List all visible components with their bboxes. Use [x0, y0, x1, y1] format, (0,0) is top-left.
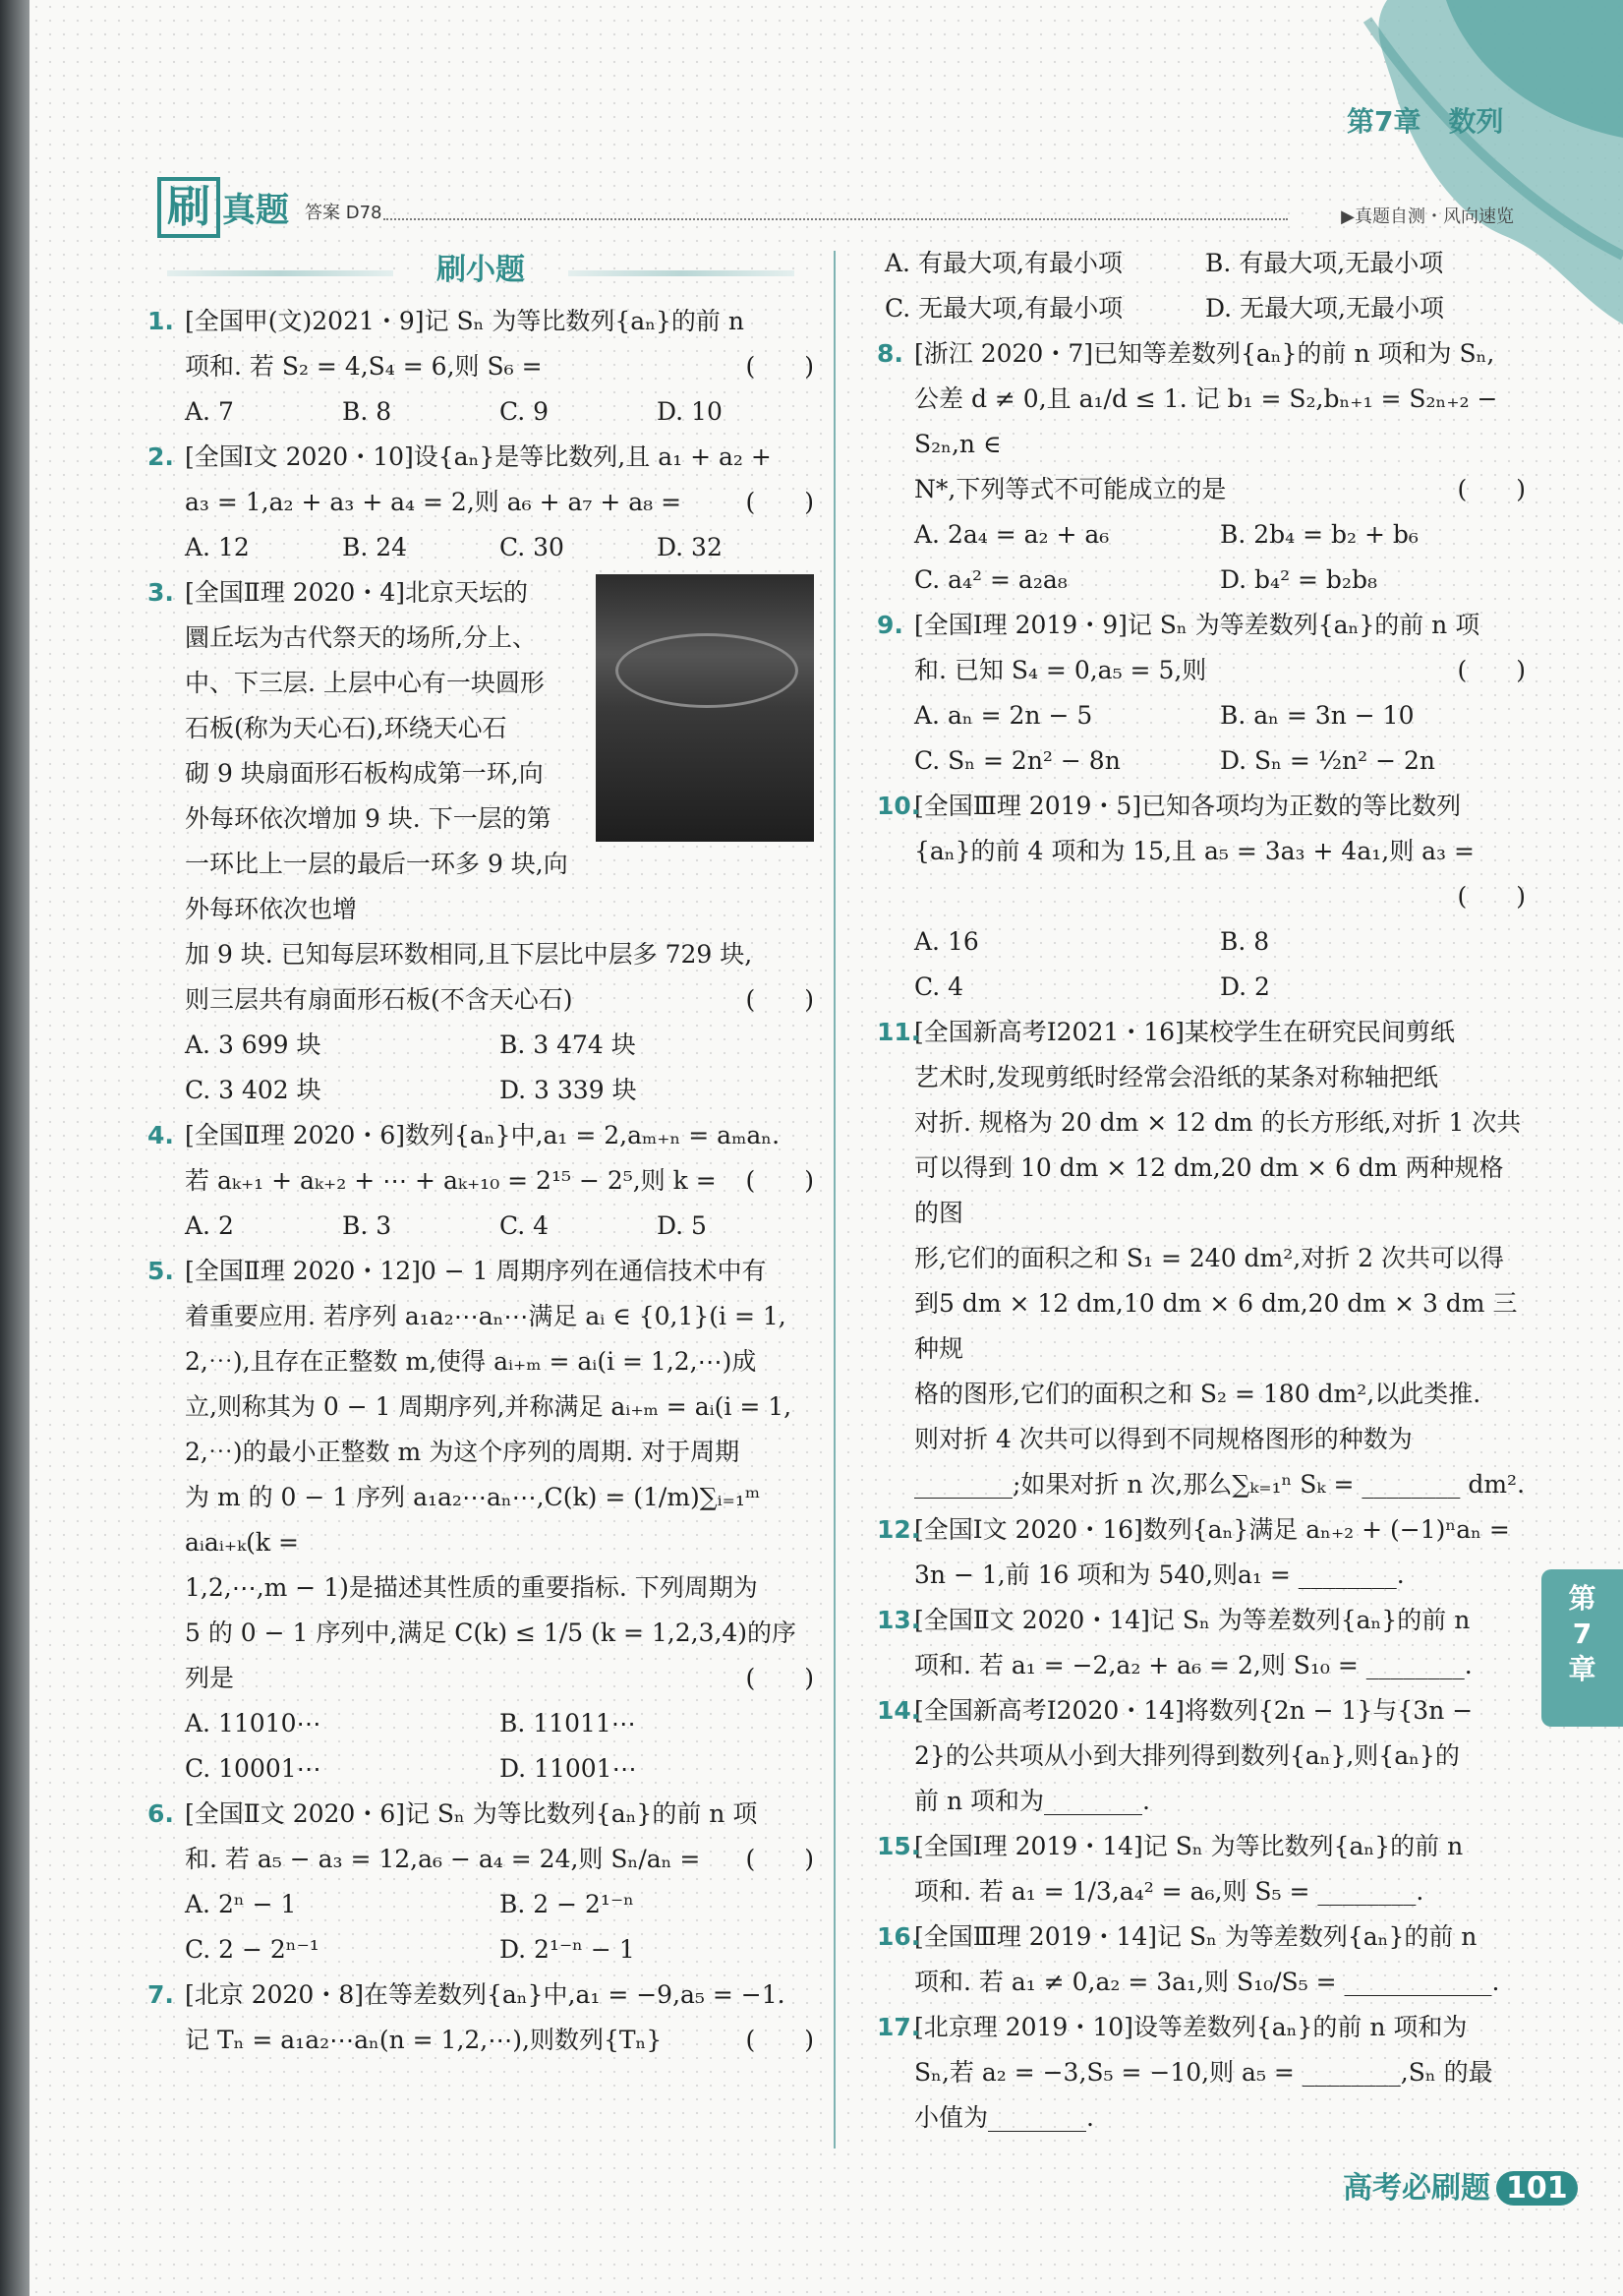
option-d: D. 10 [657, 397, 723, 426]
question-text: [全国新高考Ⅰ2021・16]某校学生在研究民间剪纸 [914, 1018, 1455, 1046]
option-b: B. 8 [342, 397, 392, 426]
question-3 [147, 570, 814, 1023]
question-number: 16. [877, 1922, 921, 1951]
option-d: D. 11001⋯ [499, 1754, 637, 1783]
brand-box: 刷 [157, 177, 220, 238]
option-a: A. 有最大项,有最小项 [885, 249, 1123, 277]
question-text: 外每环依次增加 9 块. 下一层的第 [185, 804, 551, 833]
question-text: 2,⋯),且存在正整数 m,使得 aᵢ₊ₘ = aᵢ(i = 1,2,⋯)成 [185, 1347, 757, 1376]
option-c: C. 4 [914, 972, 964, 1001]
question-text: 形,它们的面积之和 S₁ = 240 dm²,对折 2 次共可以得 [914, 1244, 1505, 1272]
answer-blank: ( ) [745, 1845, 814, 1873]
page-footer [1343, 2163, 1578, 2207]
question-text: [北京 2020・8]在等差数列{aₙ}中,a₁ = −9,a₅ = −1. [185, 1980, 785, 2009]
option-a: A. aₙ = 2n − 5 [914, 701, 1093, 730]
question-4 [147, 1113, 814, 1204]
question-number: 11. [877, 1018, 921, 1046]
question-text: [浙江 2020・7]已知等差数列{aₙ}的前 n 项和为 Sₙ, [914, 339, 1495, 368]
question-number: 9. [877, 611, 903, 639]
options [147, 525, 814, 570]
left-column [147, 246, 814, 2063]
question-text-line [185, 977, 814, 1023]
question-number: 6. [147, 1799, 174, 1828]
question-text: 圜丘坛为古代祭天的场所,分上、 [185, 623, 537, 652]
question-6 [147, 1792, 814, 1882]
question-text: [全国Ⅱ理 2020・6]数列{aₙ}中,a₁ = 2,aₘ₊ₙ = aₘaₙ. [185, 1121, 781, 1149]
question-text: [北京理 2019・10]设等差数列{aₙ}的前 n 项和为 [914, 2013, 1468, 2041]
question-text: [全国Ⅲ理 2019・14]记 Sₙ 为等差数列{aₙ}的前 n [914, 1922, 1478, 1951]
question-text: 则对折 4 次共可以得到不同规格图形的种数为 [914, 1425, 1413, 1453]
question-number: 14. [877, 1696, 921, 1725]
question-text: 3n − 1,前 16 项和为 540,则a₁ = ________. [914, 1560, 1405, 1589]
option-b: B. 8 [1220, 927, 1270, 956]
book-title: 高考必刷题 [1343, 2171, 1490, 2206]
text: 则三层共有扇面形石板(不含天心石) [185, 985, 573, 1014]
option-c: C. 30 [499, 533, 564, 561]
question-text: 格的图形,它们的面积之和 S₂ = 180 dm²,以此类推. [914, 1380, 1481, 1408]
question-text: 小值为________. [914, 2103, 1094, 2132]
question-text: [全国甲(文)2021・9]记 Sₙ 为等比数列{aₙ}的前 n [185, 307, 744, 335]
option-c: C. Sₙ = 2n² − 8n [914, 746, 1121, 775]
option-b: B. 3 [342, 1211, 392, 1240]
options [147, 1701, 814, 1792]
question-14 [877, 1688, 1526, 1824]
question-text: 石板(称为天心石),环绕天心石 [185, 714, 507, 742]
question-text: 艺术时,发现剪纸时经常会沿纸的某条对称轴把纸 [914, 1063, 1438, 1091]
option-a: A. 2ⁿ − 1 [185, 1890, 297, 1918]
option-d: D. Sₙ = ½n² − 2n [1220, 746, 1436, 775]
section-title: 刷小题 [147, 246, 814, 295]
question-text: 公差 d ≠ 0,且 a₁/d ≤ 1. 记 b₁ = S₂,bₙ₊₁ = S₂ₙ₊₂ − S₂ₙ,n ∈ [914, 384, 1498, 458]
text: 和. 若 a₅ − a₃ = 12,a₆ − a₄ = 24,则 Sₙ/aₙ = [185, 1845, 701, 1873]
option-b: B. aₙ = 3n − 10 [1220, 701, 1415, 730]
option-c: C. a₄² = a₂a₈ [914, 565, 1068, 594]
brand-logo [157, 177, 289, 238]
option-d: D. 2 [1220, 972, 1270, 1001]
text: N*,下列等式不可能成立的是 [914, 475, 1227, 503]
question-text: ________;如果对折 n 次,那么∑ₖ₌₁ⁿ Sₖ = ________ dm². [914, 1470, 1526, 1499]
answer-blank: ( ) [745, 352, 814, 381]
question-10 [877, 784, 1526, 919]
option-a: A. 2 [185, 1211, 234, 1240]
question-7 [147, 1972, 814, 2063]
question-15 [877, 1824, 1526, 1914]
answer-blank: ( ) [1457, 475, 1526, 503]
answer-blank: ( ) [745, 488, 814, 516]
question-number: 8. [877, 339, 903, 368]
question-text: [全国Ⅰ文 2020・10]设{aₙ}是等比数列,且 a₁ + a₂ + [185, 442, 772, 471]
question-text: [全国Ⅱ文 2020・14]记 Sₙ 为等差数列{aₙ}的前 n [914, 1606, 1471, 1634]
question-text: [全国Ⅰ理 2019・9]记 Sₙ 为等差数列{aₙ}的前 n 项 [914, 611, 1480, 639]
question-text: 2}的公共项从小到大排列得到数列{aₙ},则{aₙ}的 [914, 1741, 1460, 1770]
chapter-side-tab [1541, 1569, 1623, 1727]
question-text-line [185, 2018, 814, 2063]
question-text-line [914, 648, 1526, 693]
question-text: [全国Ⅱ理 2020・4]北京天坛的 [185, 578, 528, 607]
question-text-line [185, 1656, 814, 1701]
question-text: 对折. 规格为 20 dm × 12 dm 的长方形纸,对折 1 次共 [914, 1108, 1522, 1137]
option-a: A. 16 [914, 927, 979, 956]
question-text: 立,则称其为 0 − 1 周期序列,并称满足 aᵢ₊ₘ = aᵢ(i = 1, [185, 1392, 792, 1421]
options [147, 1023, 814, 1113]
option-c: C. 10001⋯ [185, 1754, 321, 1783]
question-number: 1. [147, 307, 174, 335]
text: 和. 已知 S₄ = 0,a₅ = 5,则 [914, 656, 1207, 684]
question-text: [全国新高考Ⅰ2020・14]将数列{2n − 1}与{3n − [914, 1696, 1474, 1725]
question-number: 7. [147, 1980, 174, 2009]
question-5 [147, 1249, 814, 1701]
answer-blank: ( ) [745, 1664, 814, 1692]
option-b: B. 有最大项,无最小项 [1205, 249, 1444, 277]
question-text: 着重要应用. 若序列 a₁a₂⋯aₙ⋯满足 aᵢ ∈ {0,1}(i = 1, [185, 1302, 786, 1330]
chapter-label: 第7章 数列 [1347, 105, 1504, 138]
answer-reference: 答案 D78 [305, 203, 382, 223]
question-12 [877, 1507, 1526, 1598]
answer-blank: ( ) [745, 985, 814, 1014]
question-number: 2. [147, 442, 174, 471]
option-c: C. 3 402 块 [185, 1076, 321, 1104]
question-text: 为 m 的 0 − 1 序列 a₁a₂⋯aₙ⋯,C(k) = (1/m)∑ᵢ₌₁ᵐ aᵢaᵢ₊ₖ(k = [185, 1483, 761, 1557]
answer-blank: ( ) [745, 1166, 814, 1195]
options [877, 919, 1526, 1010]
text: 若 aₖ₊₁ + aₖ₊₂ + ⋯ + aₖ₊₁₀ = 2¹⁵ − 2⁵,则 k = [185, 1166, 717, 1195]
text: 列是 [185, 1664, 235, 1692]
option-b: B. 2b₄ = b₂ + b₆ [1220, 520, 1419, 549]
question-text-line [185, 344, 814, 389]
options [147, 389, 814, 435]
option-b: B. 11011⋯ [499, 1709, 636, 1737]
question-8 [877, 331, 1526, 512]
option-c: C. 4 [499, 1211, 550, 1240]
option-a: A. 2a₄ = a₂ + a₆ [914, 520, 1110, 549]
option-d: D. 32 [657, 533, 723, 561]
text: a₃ = 1,a₂ + a₃ + a₄ = 2,则 a₆ + a₇ + a₈ = [185, 488, 682, 516]
question-text: {aₙ}的前 4 项和为 15,且 a₅ = 3a₃ + 4a₁,则 a₃ = [914, 837, 1475, 865]
question-number: 12. [877, 1515, 921, 1544]
question-text: 加 9 块. 已知每层环数相同,且下层比中层多 729 块, [185, 940, 753, 969]
question-number: 3. [147, 578, 174, 607]
page-header [157, 177, 1514, 236]
brand-text: 真题 [222, 191, 289, 230]
option-a: A. 11010⋯ [185, 1709, 321, 1737]
question-text: 5 的 0 − 1 序列中,满足 C(k) ≤ 1/5 (k = 1,2,3,4)的序 [185, 1619, 797, 1647]
question-16 [877, 1914, 1526, 2005]
option-d: D. 2¹⁻ⁿ − 1 [499, 1935, 635, 1964]
question-text: 1,2,⋯,m − 1)是描述其性质的重要指标. 下列周期为 [185, 1573, 758, 1602]
answer-blank: ( ) [1457, 656, 1526, 684]
question-number: 17. [877, 2013, 921, 2041]
question-text: [全国Ⅰ理 2019・14]记 Sₙ 为等比数列{aₙ}的前 n [914, 1832, 1464, 1860]
options [147, 1204, 814, 1249]
option-a: A. 7 [185, 397, 234, 426]
question-text: 项和. 若 a₁ ≠ 0,a₂ = 3a₁,则 S₁₀/S₅ = ____________. [914, 1968, 1500, 1996]
tagline: ▶真题自测・风向速览 [1341, 206, 1514, 227]
option-b: B. 24 [342, 533, 408, 561]
option-d: D. 3 339 块 [499, 1076, 637, 1104]
question-text: 一环比上一层的最后一环多 9 块,向外每环依次也增 [185, 850, 568, 923]
dotted-divider [383, 218, 1288, 220]
option-d: D. b₄² = b₂b₈ [1220, 565, 1377, 594]
question-text: 可以得到 10 dm × 12 dm,20 dm × 6 dm 两种规格的图 [914, 1153, 1504, 1227]
question-text: [全国Ⅲ理 2019・5]已知各项均为正数的等比数列 [914, 792, 1462, 820]
question-13 [877, 1598, 1526, 1688]
option-a: A. 12 [185, 533, 250, 561]
question-text: 中、下三层. 上层中心有一块圆形 [185, 669, 545, 697]
chapter-tab-label: 第 7 章 [1568, 1582, 1596, 1685]
option-a: A. 3 699 块 [185, 1030, 321, 1059]
options [877, 693, 1526, 784]
option-d: D. 5 [657, 1211, 707, 1240]
option-c: C. 无最大项,有最小项 [885, 294, 1124, 323]
question-text: 项和. 若 a₁ = −2,a₂ + a₆ = 2,则 S₁₀ = ________. [914, 1651, 1473, 1679]
question-11 [877, 1010, 1526, 1507]
question-text: 前 n 项和为________. [914, 1787, 1150, 1815]
option-c: C. 2 − 2ⁿ⁻¹ [185, 1935, 319, 1964]
question-2 [147, 435, 814, 525]
question-number: 13. [877, 1606, 921, 1634]
question-text-line [185, 1158, 814, 1204]
temple-of-heaven-photo [596, 574, 814, 842]
option-c: C. 9 [499, 397, 550, 426]
answer-blank: ( ) [745, 2026, 814, 2054]
page-number: 101 [1496, 2171, 1578, 2206]
option-d: D. 无最大项,无最小项 [1205, 294, 1444, 323]
question-text: [全国Ⅰ文 2020・16]数列{aₙ}满足 aₙ₊₂ + (−1)ⁿaₙ = [914, 1515, 1510, 1544]
question-text: [全国Ⅱ文 2020・6]记 Sₙ 为等比数列{aₙ}的前 n 项 [185, 1799, 758, 1828]
question-number: 10. [877, 792, 921, 820]
options [877, 512, 1526, 603]
question-text: 2,⋯)的最小正整数 m 为这个序列的周期. 对于周期 [185, 1438, 740, 1466]
question-text: Sₙ,若 a₂ = −3,S₅ = −10,则 a₅ = ________,Sₙ 的最 [914, 2058, 1493, 2087]
question-number: 5. [147, 1257, 174, 1285]
question-text-line [185, 480, 814, 525]
right-column [877, 241, 1526, 2141]
question-1 [147, 299, 814, 389]
question-text: 项和. 若 a₁ = 1/3,a₄² = a₆,则 S₅ = ________. [914, 1877, 1424, 1906]
question-number: 15. [877, 1832, 921, 1860]
answer-blank: ( ) [1457, 882, 1526, 911]
question-9 [877, 603, 1526, 693]
question-text-line [185, 1837, 814, 1882]
text: 记 Tₙ = a₁a₂⋯aₙ(n = 1,2,⋯),则数列{Tₙ} [185, 2026, 663, 2054]
column-divider [834, 251, 836, 2149]
option-b: B. 3 474 块 [499, 1030, 636, 1059]
question-text: 到5 dm × 12 dm,10 dm × 6 dm,20 dm × 3 dm 三种规 [914, 1289, 1518, 1363]
options [147, 1882, 814, 1972]
question-7-options [877, 241, 1526, 331]
option-b: B. 2 − 2¹⁻ⁿ [499, 1890, 634, 1918]
question-number: 4. [147, 1121, 174, 1149]
text: 项和. 若 S₂ = 4,S₄ = 6,则 S₆ = [185, 352, 543, 381]
question-17 [877, 2005, 1526, 2141]
question-text: 砌 9 块扇面形石板构成第一环,向 [185, 759, 544, 788]
page [29, 0, 1623, 2296]
question-text: [全国Ⅱ理 2020・12]0 − 1 周期序列在通信技术中有 [185, 1257, 767, 1285]
question-text-line [914, 467, 1526, 512]
